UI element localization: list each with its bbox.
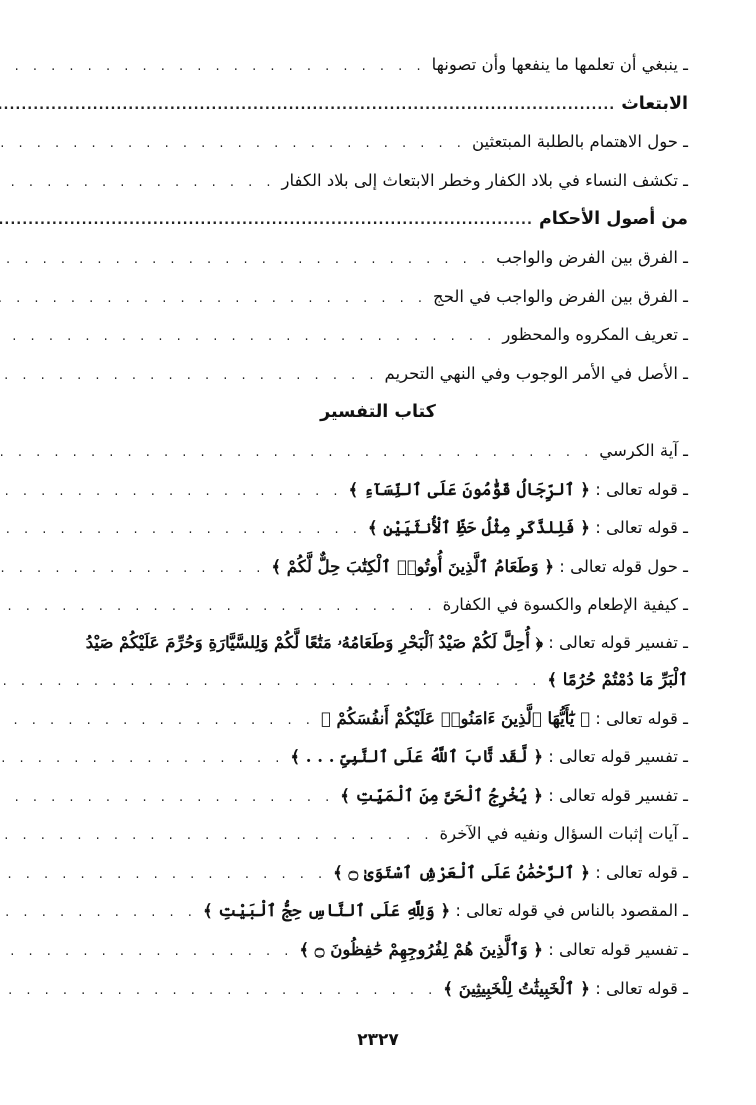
leader-dots: [0, 972, 437, 1011]
book-heading-title: كتاب التفسير: [320, 402, 436, 423]
quran-quote: ﴿ ٱلرِّجَالُ قَوَّٰمُونَ عَلَى ٱلنِّسَآءِ ﴾: [348, 479, 590, 499]
leader-dots: [0, 550, 265, 589]
section-heading-title: من أصول الأحكام: [538, 209, 688, 230]
toc-entry-prefix: ـ قوله تعالى :: [595, 862, 688, 882]
quran-quote: ﴿ وَلِلَّهِ عَلَى ٱلنَّاسِ حِجُّ ٱلْبَيْتِ ﴾: [202, 901, 451, 921]
toc-entry-title: [443, 970, 688, 1009]
toc-entry-prefix: ـ قوله تعالى :: [595, 708, 688, 728]
toc-entry: [68, 970, 688, 1009]
toc-entry-prefix: ـ المقصود بالناس في قوله تعالى :: [455, 901, 688, 921]
section-heading-title: الابتعاث: [621, 93, 688, 114]
toc-entry: [68, 355, 688, 394]
toc-entry-title: [86, 625, 688, 661]
table-of-contents: [68, 46, 688, 1008]
toc-entry: [68, 471, 688, 510]
quran-quote: ﴿ وَٱلَّذِينَ هُمْ لِفُرُوجِهِمْ حَٰفِظُونَ ۝ ﴾: [299, 940, 543, 960]
toc-entry-prefix: ـ تفسير قوله تعالى :: [548, 632, 688, 652]
toc-entry-prefix: ـ تفسير قوله تعالى :: [548, 785, 688, 805]
toc-entry-prefix: ـ تفسير قوله تعالى :: [548, 940, 688, 960]
toc-entry: [68, 509, 688, 548]
leader-dots: [0, 202, 533, 241]
toc-entry: [68, 815, 688, 854]
toc-entry-title: ـ تكشف النساء في بلاد الكفار وخطر الابتعاث إلى بلاد الكفار: [281, 170, 688, 190]
leader-dots: [0, 588, 437, 627]
section-heading-ibtiath: [68, 85, 688, 124]
toc-entry: [68, 738, 688, 777]
quran-quote: ﴿ فَلِلذَّكَرِ مِثْلُ حَظِّ ٱلْأُنثَيَيْنِ ﴾: [367, 518, 590, 538]
leader-dots: [0, 280, 427, 319]
quran-quote: ﴿ ٱلْخَبِيثَٰتُ لِلْخَبِيثِينَ ﴾: [443, 978, 590, 998]
toc-entry-title: [333, 854, 688, 893]
toc-entry: [68, 700, 688, 739]
toc-entry-title: [299, 931, 688, 970]
toc-entry: [68, 46, 688, 85]
leader-dots: [0, 817, 434, 856]
leader-dots: [0, 87, 615, 126]
toc-entry-prefix: ـ تفسير قوله تعالى :: [548, 747, 688, 767]
quran-quote: ﴿ يَٰٓأَيُّهَا ٱلَّذِينَ ءَامَنُوا۟ عَلَيْكُمْ أَنفُسَكُمْ ﴾: [320, 708, 590, 728]
toc-entry: [68, 162, 688, 201]
leader-dots: [0, 779, 334, 818]
leader-dots: [0, 434, 593, 473]
leader-dots: [0, 357, 379, 396]
toc-entry-title: [349, 471, 688, 510]
toc-entry-title: [368, 509, 688, 548]
toc-entry-title: ـ آيات إثبات السؤال ونفيه في الآخرة: [439, 824, 688, 844]
toc-entry-title: ـ الفرق بين الفرض والواجب: [496, 247, 688, 267]
leader-dots: [0, 740, 284, 779]
toc-entry-title: [340, 777, 688, 816]
leader-dots: [0, 894, 197, 933]
toc-entry: [68, 931, 688, 970]
quran-quote: ٱلْبَرِّ مَا دُمْتُمْ حُرُمًا ﴾: [547, 669, 688, 689]
leader-dots: [0, 933, 293, 972]
toc-entry-title: ـ حول الاهتمام بالطلبة المبتعثين: [471, 132, 688, 152]
toc-entry: [68, 892, 688, 931]
toc-entry-prefix: ـ حول قوله تعالى :: [559, 556, 688, 576]
toc-entry-title: [290, 738, 688, 777]
toc-entry-title: ـ ينبغي أن تعلمها ما ينفعها وأن تصونها: [431, 55, 688, 74]
toc-entry-title: ـ كيفية الإطعام والكسوة في الكفارة: [442, 595, 688, 615]
toc-entry-title: ـ الأصل في الأمر الوجوب وفي النهي التحريم: [384, 363, 688, 383]
toc-entry: [68, 278, 688, 317]
toc-entry-title: [547, 661, 688, 700]
toc-entry: [68, 777, 688, 816]
leader-dots: [0, 164, 276, 203]
leader-dots: [0, 702, 315, 741]
footer-page-number: ٢٣٢٧: [357, 1030, 399, 1050]
toc-entry-title: [321, 700, 688, 739]
book-heading: [68, 393, 688, 432]
leader-dots: [0, 125, 466, 164]
toc-entry-title: ـ الفرق بين الفرض والواجب في الحج: [433, 286, 688, 306]
quran-quote: ﴿ أُحِلَّ لَكُمْ صَيْدُ ٱلْبَحْرِ وَطَعَامُهُۥ مَتَٰعًا لَّكُمْ وَلِلسَّيَّارَةِ وَحُرِّمَ عَلَيْكُمْ صَيْدُ: [85, 632, 543, 652]
leader-dots: [0, 48, 426, 87]
toc-entry: [68, 432, 688, 471]
quran-quote: ﴿ وَطَعَامُ ٱلَّذِينَ أُوتُوا۟ ٱلْكِتَٰبَ حِلٌّ لَّكُمْ ﴾: [271, 556, 555, 576]
leader-dots: [0, 241, 490, 280]
leader-dots: [0, 318, 496, 357]
toc-entry-title: ـ تعريف المكروه والمحظور: [502, 325, 688, 345]
toc-entry: [68, 548, 688, 587]
leader-dots: [0, 856, 327, 895]
quran-quote: ﴿ لَّقَد تَّابَ ٱللَّهُ عَلَى ٱلنَّبِىِّ . . . ﴾: [290, 747, 543, 767]
quran-quote: ﴿ يُخْرِجُ ٱلْحَىَّ مِنَ ٱلْمَيِّتِ ﴾: [340, 785, 543, 805]
toc-entry: [68, 316, 688, 355]
leader-dots: [0, 473, 343, 512]
toc-entry-title: [203, 892, 688, 931]
toc-entry: [68, 586, 688, 625]
toc-entry-prefix: ـ قوله تعالى :: [595, 978, 688, 998]
toc-entry-multiline-start: [68, 625, 688, 661]
section-heading-usul-ahkam: [68, 200, 688, 239]
toc-entry-prefix: ـ قوله تعالى :: [595, 518, 688, 538]
quran-quote: ﴿ ٱلرَّحْمَٰنُ عَلَى ٱلْعَرْشِ ٱسْتَوَىٰ ۝ ﴾: [333, 862, 590, 882]
toc-entry-title: ـ آية الكرسي: [599, 440, 688, 460]
toc-entry-multiline-end: [68, 661, 688, 700]
leader-dots: [0, 511, 362, 550]
leader-dots: [0, 663, 541, 702]
toc-entry: [68, 123, 688, 162]
toc-entry-prefix: ـ قوله تعالى :: [595, 479, 688, 499]
toc-entry-title: [271, 548, 688, 587]
toc-entry: [68, 854, 688, 893]
toc-entry: [68, 239, 688, 278]
